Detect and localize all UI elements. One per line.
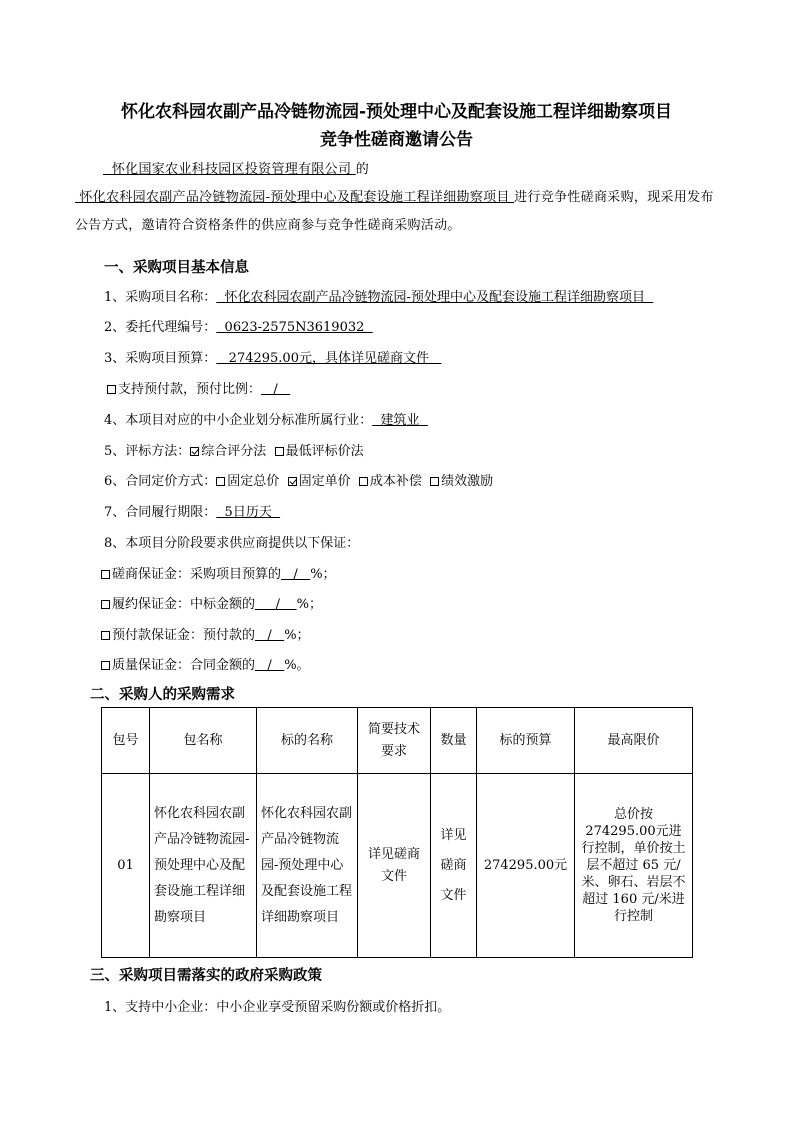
option-label: 绩效激励 <box>441 474 494 489</box>
item-value: / <box>255 628 285 643</box>
header-budget: 标的预算 <box>477 708 575 774</box>
item-value: 274295.00元，具体详见磋商文件 <box>216 351 442 366</box>
document-title: 怀化农科园农副产品冷链物流园-预处理中心及配套设施工程详细勘察项目 <box>120 102 673 122</box>
document-subtitle: 竞争性磋商邀请公告 <box>320 130 473 150</box>
intro-project-name: 怀化农科园农副产品冷链物流园-预处理中心及配套设施工程详细勘察项目 <box>75 190 515 205</box>
item-eval-method <box>104 442 364 462</box>
item-prepayment <box>107 380 290 400</box>
section-3-heading: 三、采购项目需落实的政府采购政策 <box>90 968 322 984</box>
option-label: 最低评标价法 <box>285 444 364 459</box>
checked-box-icon <box>190 447 199 456</box>
table-row <box>102 774 693 958</box>
item-value: / <box>281 567 311 582</box>
item-guarantees: 8、本项目分阶段要求供应商提供以下保证： <box>104 536 360 551</box>
guarantee-prepayment <box>101 626 310 646</box>
intro-text-2: 进行竞争性磋商采购，现采用发布公告方式，邀请符合资格条件的供应商参与竞争性磋商采购活动。 <box>75 190 714 233</box>
checkbox-icon <box>275 447 284 456</box>
item-value: / <box>255 597 297 612</box>
policy-sme: 1、支持中小企业：中小企业享受预留采购份额或价格折扣。 <box>104 1000 451 1015</box>
item-value: / <box>261 382 291 397</box>
option-label: 成本补偿 <box>369 474 422 489</box>
checkbox-icon <box>101 631 110 640</box>
section-1-heading: 一、采购项目基本信息 <box>104 260 249 276</box>
item-label: 磋商保证金：采购项目预算的 <box>112 567 282 582</box>
cell-qty: 详见磋商文件 <box>431 774 477 958</box>
cell-budget: 274295.00元 <box>477 774 575 958</box>
item-contract-period <box>104 503 280 523</box>
item-budget <box>104 349 441 369</box>
item-label: 2、委托代理编号： <box>104 320 217 335</box>
cell-pkg-name: 怀化农科园农副产品冷链物流园-预处理中心及配套设施工程详细勘察项目 <box>150 774 257 958</box>
header-pkg-name: 包名称 <box>150 708 257 774</box>
cell-limit: 总价按274295.00元进行控制，单价按土层不超过 65 元/米、卵石、岩层不超过 160 元/米进行控制 <box>575 774 693 958</box>
item-label: 1、采购项目名称： <box>104 290 217 305</box>
checkbox-icon <box>430 477 439 486</box>
item-unit: %； <box>310 567 336 582</box>
header-subject: 标的名称 <box>257 708 358 774</box>
item-label: 质量保证金：合同金额的 <box>112 658 256 673</box>
item-value: 0623-2575N3619032 <box>216 320 373 335</box>
checked-box-icon <box>288 477 297 486</box>
cell-pkg-no: 01 <box>102 774 150 958</box>
checkbox-icon <box>359 477 368 486</box>
item-label: 支持预付款，预付比例： <box>118 382 262 397</box>
item-unit: %； <box>284 628 310 643</box>
header-pkg-no: 包号 <box>102 708 150 774</box>
guarantee-bid <box>101 565 336 585</box>
item-value: 建筑业 <box>372 413 428 428</box>
item-unit: %； <box>296 597 322 612</box>
option-label: 固定单价 <box>298 474 351 489</box>
item-project-name <box>104 288 653 308</box>
cell-tech: 详见磋商文件 <box>358 774 431 958</box>
option-label: 固定总价 <box>227 474 280 489</box>
checkbox-icon <box>101 600 110 609</box>
item-pricing-method <box>104 472 493 492</box>
item-label: 7、合同履行期限： <box>104 505 217 520</box>
header-limit: 最高限价 <box>575 708 693 774</box>
table-header-row <box>102 708 693 774</box>
guarantee-performance <box>101 595 322 615</box>
checkbox-icon <box>107 385 116 394</box>
requirements-table <box>101 707 693 958</box>
checkbox-icon <box>101 570 110 579</box>
item-unit: %。 <box>284 658 310 673</box>
item-agency-code <box>104 318 373 338</box>
checkbox-icon <box>216 477 225 486</box>
purchaser-name: 怀化国家农业科技园区投资管理有限公司 <box>103 162 356 177</box>
guarantee-quality <box>101 656 310 676</box>
option-label: 综合评分法 <box>201 444 267 459</box>
item-label: 履约保证金：中标金额的 <box>112 597 256 612</box>
intro-text-1: 的 <box>355 162 370 177</box>
header-qty: 数量 <box>431 708 477 774</box>
item-value: 怀化农科园农副产品冷链物流园-预处理中心及配套设施工程详细勘察项目 <box>216 290 654 305</box>
item-industry <box>104 411 428 431</box>
checkbox-icon <box>101 661 110 670</box>
item-label: 预付款保证金：预付款的 <box>112 628 256 643</box>
item-value: / <box>255 658 285 673</box>
intro-paragraph <box>75 156 725 240</box>
item-value: 5日历天 <box>216 505 281 520</box>
item-label: 6、合同定价方式： <box>104 474 217 489</box>
item-label: 3、采购项目预算： <box>104 351 217 366</box>
header-tech: 简要技术要求 <box>358 708 431 774</box>
section-2-heading: 二、采购人的采购需求 <box>90 687 235 703</box>
cell-subject: 怀化农科园农副产品冷链物流园-预处理中心及配套设施工程详细勘察项目 <box>257 774 358 958</box>
item-label: 4、本项目对应的中小企业划分标准所属行业： <box>104 413 373 428</box>
item-label: 5、评标方法： <box>104 444 191 459</box>
